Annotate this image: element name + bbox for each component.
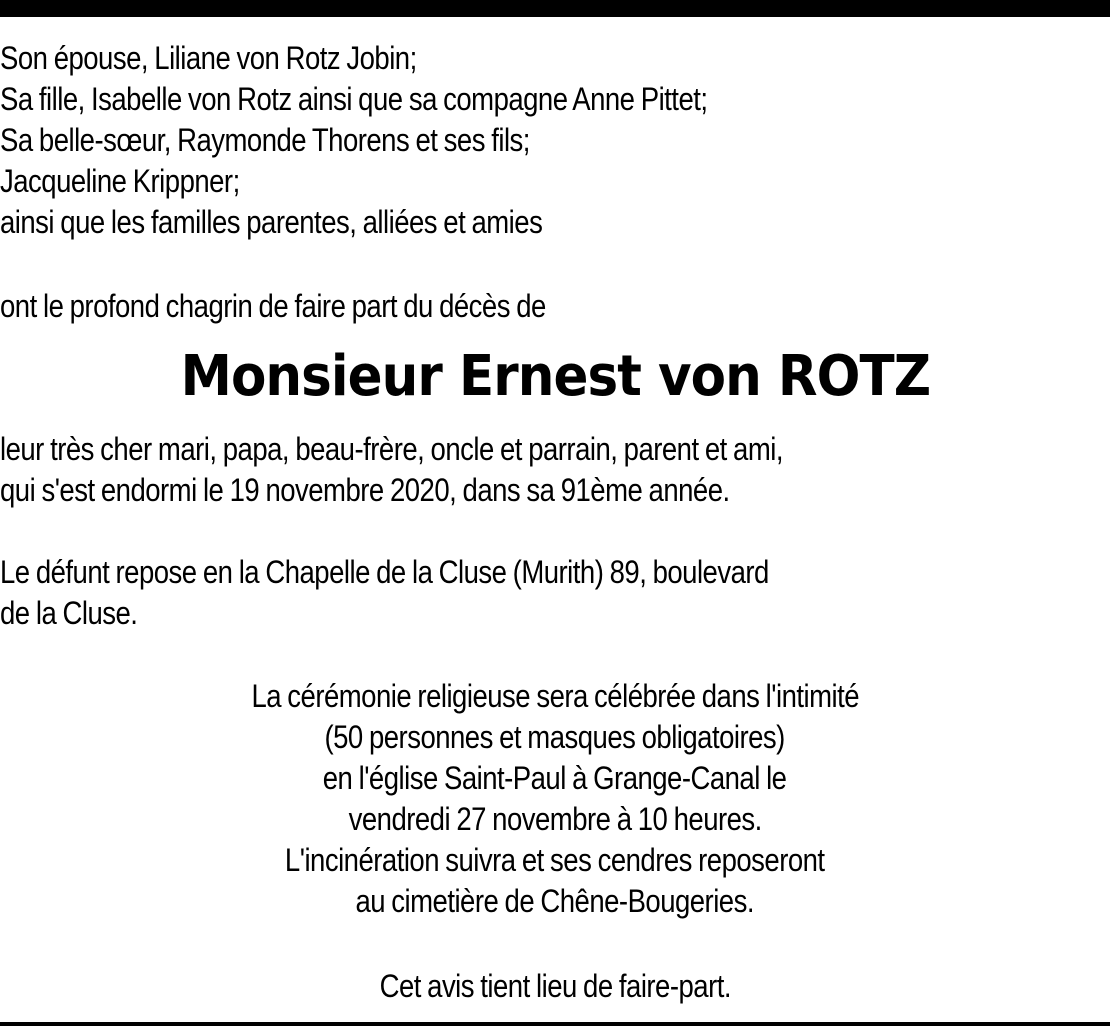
ceremony-line-text: au cimetière de Chêne-Bougeries.	[355, 883, 755, 919]
resting-place-paragraph	[0, 552, 769, 634]
family-line-families: ainsi que les familles parentes, alliées et amies	[0, 204, 543, 240]
ceremony-line-text: La cérémonie religieuse sera célébrée dans l'intimité	[251, 678, 859, 714]
family-line-relative: Jacqueline Krippner;	[0, 163, 240, 199]
announcement	[0, 286, 546, 327]
deceased-name: Monsieur Ernest von ROTZ	[180, 344, 930, 409]
ceremony-line	[0, 840, 1110, 881]
ceremony-line	[0, 799, 1110, 840]
closing-notice-line	[0, 966, 1110, 1007]
ceremony-line	[0, 881, 1110, 922]
ceremony-line-text: vendredi 27 novembre à 10 heures.	[348, 801, 762, 837]
deceased-name-heading	[0, 340, 1110, 414]
relation-paragraph	[0, 429, 783, 511]
family-list	[0, 38, 707, 243]
closing-notice	[0, 966, 1110, 1007]
family-line-daughter: Sa fille, Isabelle von Rotz ainsi que sa compagne Anne Pittet;	[0, 81, 708, 117]
closing-notice-text: Cet avis tient lieu de faire-part.	[379, 968, 731, 1004]
bottom-border-rule	[0, 1022, 1110, 1026]
announcement-line: ont le profond chagrin de faire part du décès de	[0, 288, 546, 324]
ceremony-line	[0, 676, 1110, 717]
ceremony-line-text: en l'église Saint-Paul à Grange-Canal le	[323, 760, 787, 796]
top-border-rule	[0, 0, 1110, 17]
family-line-spouse: Son épouse, Liliane von Rotz Jobin;	[0, 40, 417, 76]
relation-line: leur très cher mari, papa, beau-frère, oncle et parrain, parent et ami,	[0, 431, 783, 467]
relation-line: qui s'est endormi le 19 novembre 2020, dans sa 91ème année.	[0, 472, 730, 508]
ceremony-line	[0, 717, 1110, 758]
ceremony-line-text: L'incinération suivra et ses cendres reposeront	[285, 842, 825, 878]
ceremony-line-text: (50 personnes et masques obligatoires)	[324, 719, 786, 755]
family-line-sister-in-law: Sa belle-sœur, Raymonde Thorens et ses fils;	[0, 122, 530, 158]
resting-line: Le défunt repose en la Chapelle de la Cluse (Murith) 89, boulevard	[0, 554, 769, 590]
ceremony-paragraph	[0, 676, 1110, 922]
resting-line: de la Cluse.	[0, 595, 138, 631]
ceremony-line	[0, 758, 1110, 799]
